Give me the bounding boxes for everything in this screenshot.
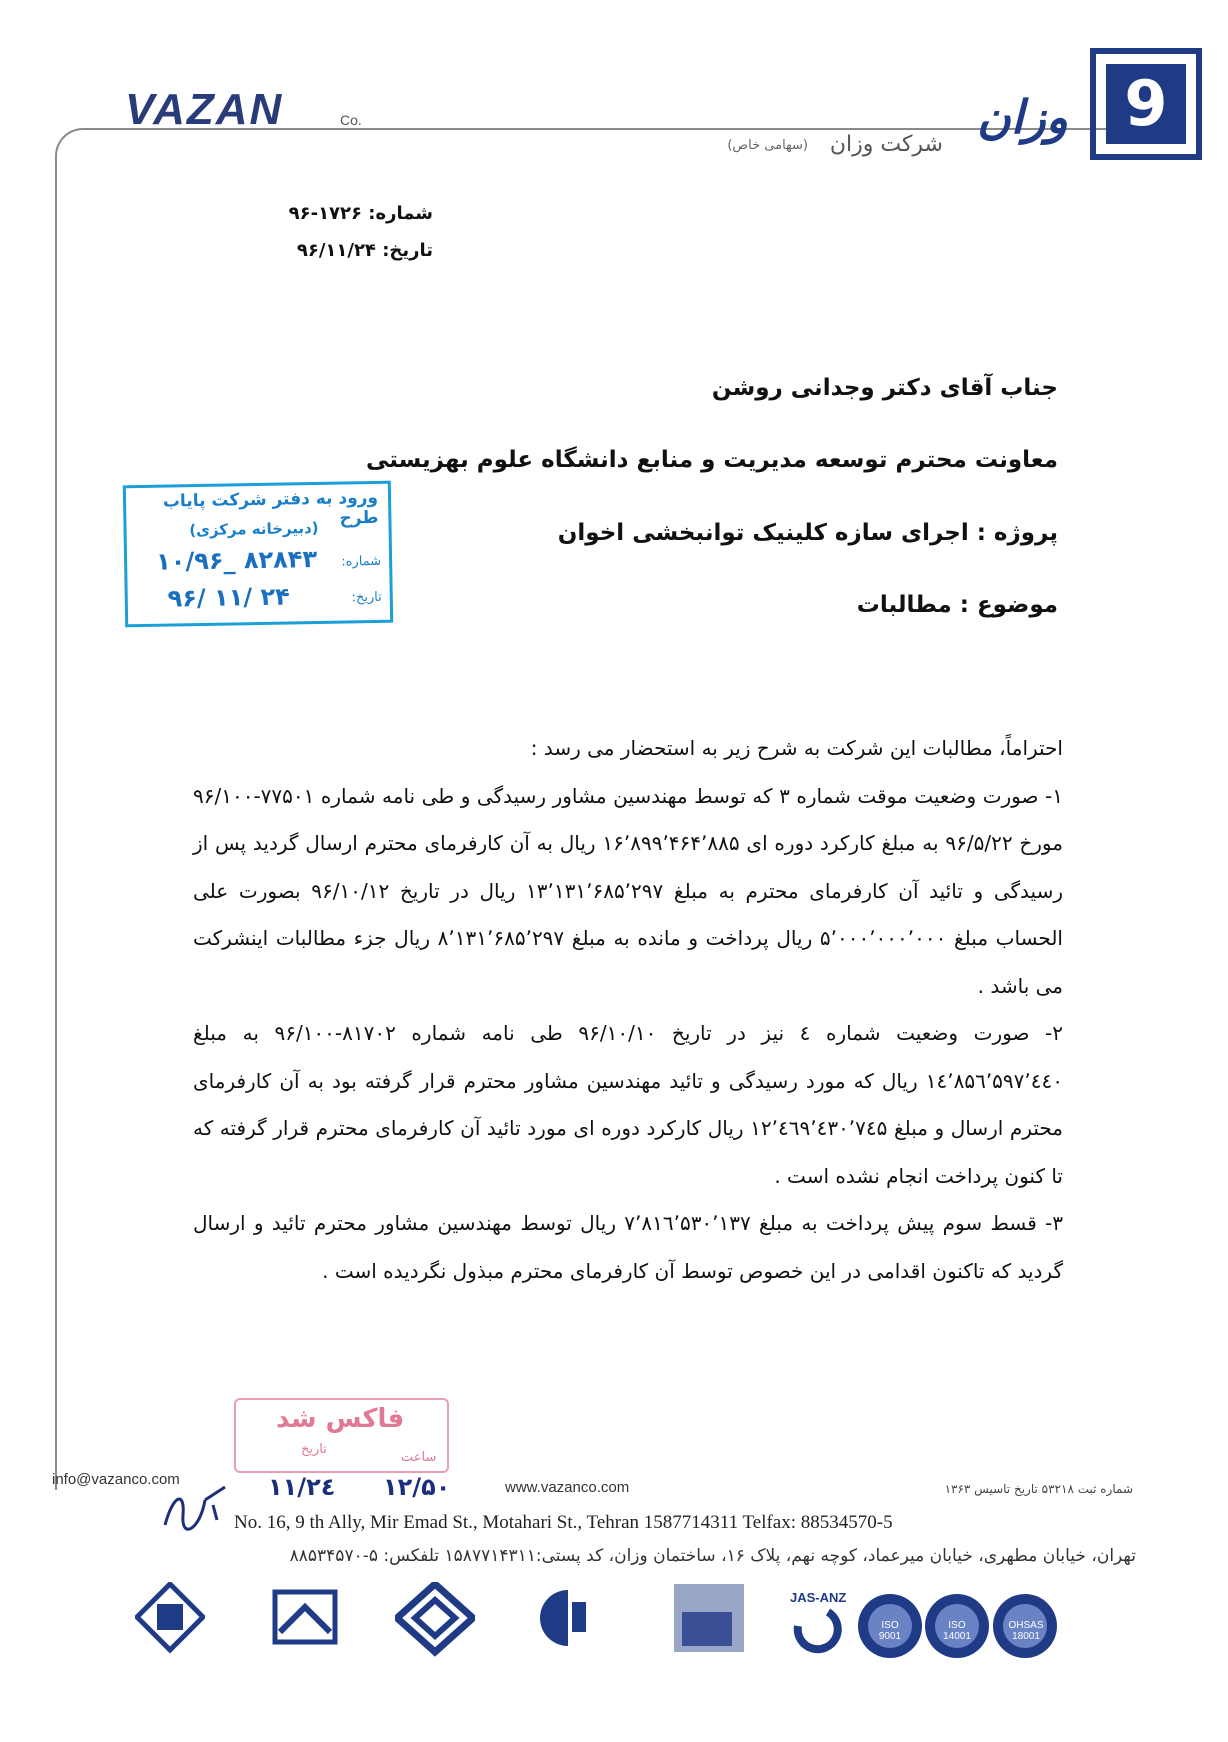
fax-date-value: ۱۱/۲٤ — [268, 1473, 336, 1501]
cert-jasanz: JAS-ANZ — [790, 1590, 847, 1605]
stamp-number-label: شماره: — [341, 553, 382, 570]
fax-time-value: ۱۲/۵۰ — [383, 1473, 451, 1501]
footer-registration: شماره ثبت ۵۳۲۱۸ تاریخ تاسیس ۱۳۶۳ — [944, 1482, 1133, 1496]
letter-date: تاریخ: ۹۶/۱۱/۲۴ — [296, 240, 433, 261]
greeting: احتراماً، مطالبات این شرکت به شرح زیر به استحضار می رسد : — [530, 736, 1063, 760]
addressee-name: جناب آقای دکتر وجدانی روشن — [711, 375, 1058, 401]
stamp-date-value: ۹۶/ ۱۱/ ۲۴ — [167, 582, 290, 613]
membership-logo-2-icon — [270, 1582, 340, 1674]
fax-stamp — [234, 1398, 449, 1473]
vazan-persian-logo: وزان — [977, 90, 1068, 144]
footer-address-en: No. 16, 9 th Ally, Mir Emad St., Motahari St., Tehran 1587714311 Telfax: 88534570-5 — [234, 1512, 893, 1533]
company-type: (سهامی خاص) — [727, 138, 808, 153]
fax-time-label: ساعت — [401, 1450, 437, 1465]
fax-title: فاکس شد — [276, 1404, 405, 1434]
membership-logo-5-icon — [672, 1582, 746, 1674]
stamp-line2: (دبیرخانه مرکزی) — [189, 518, 319, 540]
emblem-glyph: 9 — [1124, 67, 1168, 140]
letter-number: شماره: ۱۷۲۶-۹۶ — [288, 203, 433, 224]
stamp-date-label: تاریخ: — [351, 589, 382, 606]
item-2: ۲- صورت وضعیت شماره ٤ نیز در تاریخ ۹۶/۱۰/۱۰ طی نامه شماره ۸۱۷۰۲-۹۶/۱۰۰ به مبلغ ۱٤٬۸۵٦٬۵۹۷٬٤٤۰ ریال که مورد رسیدگی و تائید مهندسین مشاور محترم قرار گرفته بود به آن کارفرمای محترم ارسال و مبلغ ۱۲٬٤٦۹٬٤۳۰٬۷٤۵ ریال کارکرد دوره ای مورد تائید آن کارفرمای محترم قرار گرفته که تا کنون پرداخت انجام نشده است . — [193, 1021, 1063, 1188]
receipt-stamp — [123, 481, 393, 628]
subject-line: موضوع : مطالبات — [856, 592, 1058, 618]
item-3: ۳- قسط سوم پیش پرداخت به مبلغ ۷٬۸۱٦٬۵۳۰٬۱۳۷ ریال توسط مهندسین مشاور محترم تائید و ارسال گردید که تاکنون اقدامی در این خصوص توسط آن کارفرمای محترم مبذول نگردیده است . — [193, 1211, 1064, 1283]
company-name: شرکت وزان — [829, 132, 943, 157]
fax-date-label: تاریخ — [301, 1442, 327, 1457]
cert-iso14001: ISO 14001 — [943, 1620, 971, 1642]
item-1: ۱- صورت وضعیت موقت شماره ۳ که توسط مهندسین مشاور رسیدگی و طی نامه شماره ۷۷۵۰۱-۹۶/۱۰۰ مورخ ۹۶/۵/۲۲ به مبلغ کارکرد دوره ای ۱۶٬۸۹۹٬۴۶۴٬۸۸۵ ریال به آن کارفرمای محترم ارسال گردید پس از رسیدگی و تائید آن کارفرمای محترم به مبلغ ۱۳٬۱۳۱٬۶۸۵٬۲۹۷ ریال در تاریخ ۹۶/۱۰/۱۲ بصورت علی الحساب مبلغ ۵٬۰۰۰٬۰۰۰٬۰۰۰ ریال پرداخت و مانده به مبلغ ۸٬۱۳۱٬۶۸۵٬۲۹۷ ریال جزء مطالبات اینشرکت می باشد . — [193, 783, 1064, 998]
letter-body — [193, 725, 1063, 1295]
stamp-number-value: ۱۰/۹۶_ ۸۲۸۴۳ — [155, 544, 318, 576]
membership-logo-1-icon — [135, 1582, 205, 1674]
footer-website: www.vazanco.com — [505, 1479, 630, 1496]
cert-ohsas: OHSAS 18001 — [1008, 1620, 1044, 1642]
addressee-position: معاونت محترم توسعه مدیریت و منابع دانشگاه علوم بهزیستی — [365, 447, 1058, 473]
vazan-latin-logo: VAZAN — [125, 85, 284, 134]
footer-email: info@vazanco.com — [52, 1471, 180, 1488]
footer-address-fa: تهران، خیابان مطهری، خیابان میرعماد، کوچه نهم، پلاک ۱۶، ساختمان وزان، کد پستی:۱۵۸۷۷۱۴۳۱۱ تلفکس: ۵-۸۸۵۳۴۵۷۰ — [289, 1546, 1136, 1566]
membership-logo-4-icon — [538, 1582, 598, 1674]
vazan-co-suffix: Co. — [340, 112, 362, 128]
cert-iso9001: ISO 9001 — [878, 1620, 902, 1642]
project-line: پروژه : اجرای سازه کلینیک توانبخشی اخوان — [557, 520, 1058, 546]
membership-logo-3-icon — [395, 1582, 475, 1674]
stamp-line1: ورود به دفتر شرکت پایاب طرح — [162, 487, 379, 529]
